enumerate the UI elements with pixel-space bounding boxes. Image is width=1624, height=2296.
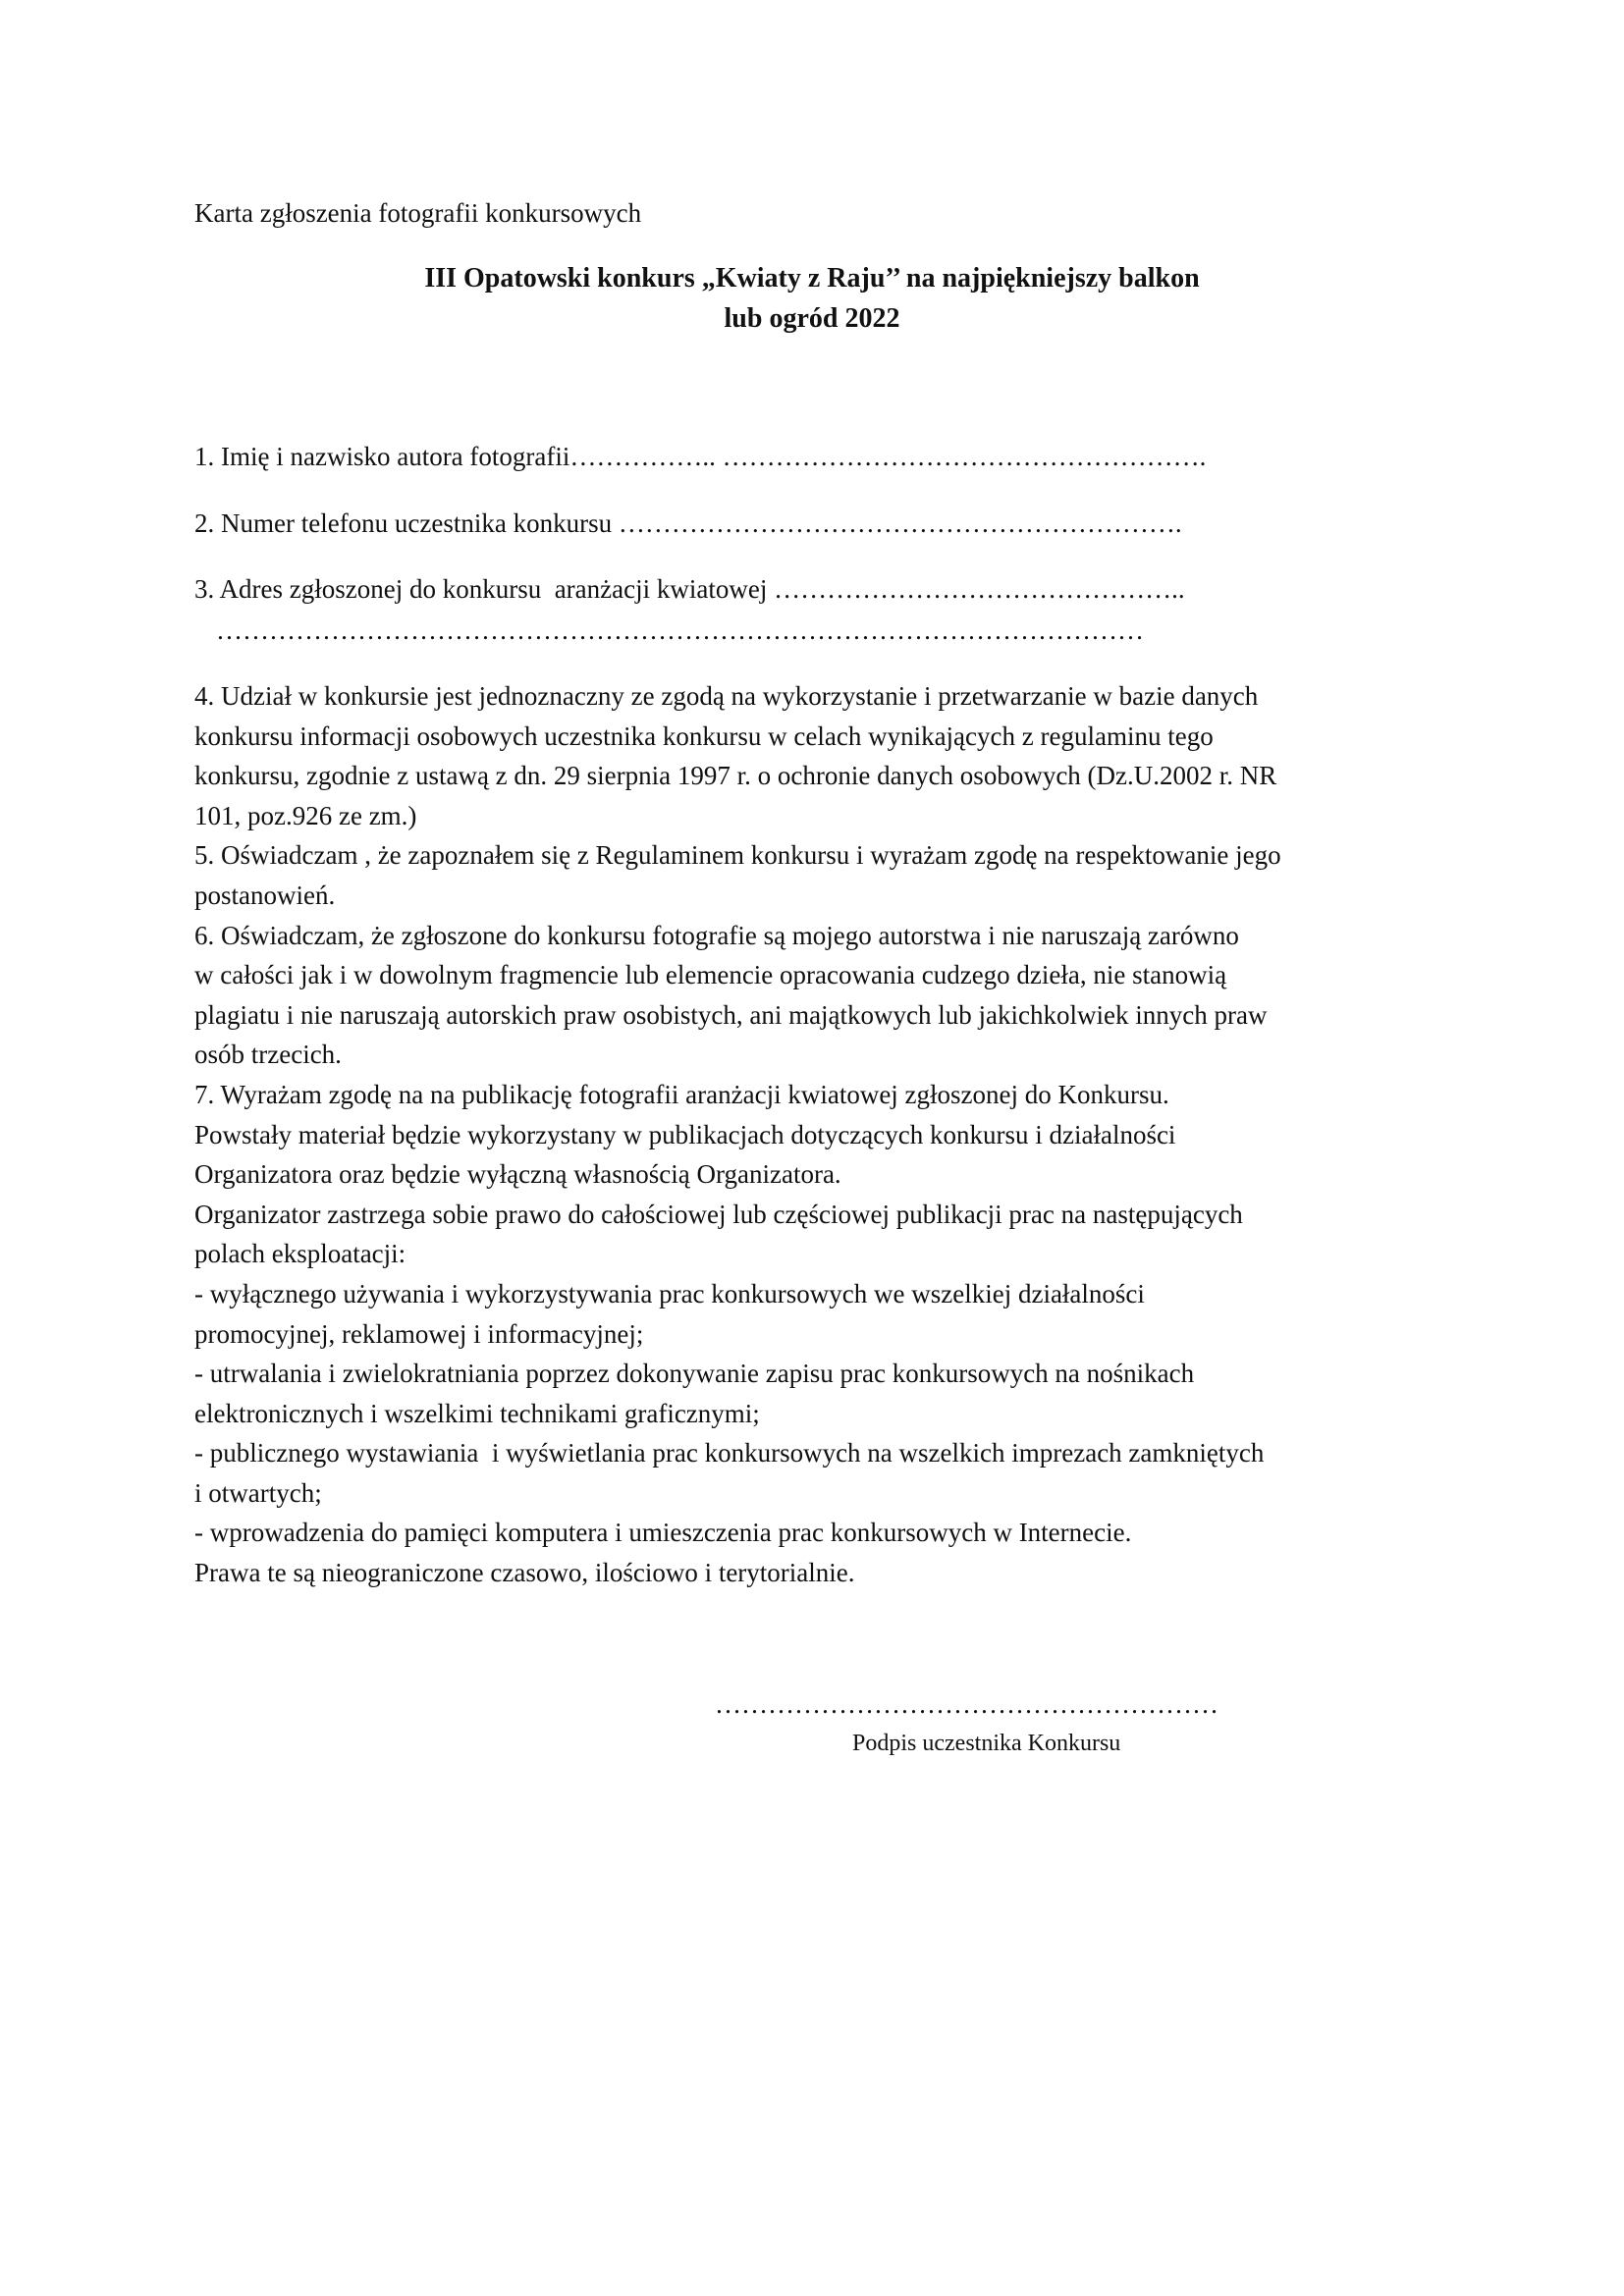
terms-line: polach eksploatacji:	[194, 1239, 406, 1269]
terms-line: osób trzecich.	[194, 1040, 342, 1070]
terms-line: elektronicznych i wszelkimi technikami graficznymi;	[194, 1398, 760, 1428]
field-phone-number[interactable]: 2. Numer telefonu uczestnika konkursu ……………………………………………………….	[194, 508, 1182, 538]
terms-line: konkursu informacji osobowych uczestnika konkursu w celach wynikających z regulaminu tego	[194, 721, 1214, 751]
terms-line: postanowień.	[194, 880, 336, 910]
terms-line: Organizatora oraz będzie wyłączną własnością Organizatora.	[194, 1159, 841, 1190]
terms-line: Organizator zastrzega sobie prawo do całościowej lub częściowej publikacji prac na następujących	[194, 1199, 1243, 1229]
signature-label: Podpis uczestnika Konkursu	[852, 1731, 1121, 1756]
form-title: Karta zgłoszenia fotografii konkursowych	[194, 198, 642, 228]
contest-title-line-1: III Opatowski konkurs „Kwiaty z Raju’’ na najpiękniejszy balkon	[424, 263, 1200, 294]
terms-line: 5. Oświadczam , że zapoznałem się z Regulaminem konkursu i wyrażam zgodę na respektowanie jego	[194, 840, 1281, 871]
terms-line: - wprowadzenia do pamięci komputera i umieszczenia prac konkursowych w Internecie.	[194, 1518, 1132, 1548]
terms-line: - utrwalania i zwielokratniania poprzez dokonywanie zapisu prac konkursowych na nośnikach	[194, 1359, 1195, 1389]
terms-line: konkursu, zgodnie z ustawą z dn. 29 sierpnia 1997 r. o ochronie danych osobowych (Dz.U.2002 r. NR	[194, 761, 1277, 791]
terms-line: Powstały materiał będzie wykorzystany w publikacjach dotyczących konkursu i działalności	[194, 1119, 1176, 1149]
terms-line: 4. Udział w konkursie jest jednoznaczny ze zgodą na wykorzystanie i przetwarzanie w bazie danych	[194, 681, 1259, 711]
terms-line: plagiatu i nie naruszają autorskich praw osobistych, ani majątkowych lub jakichkolwiek innych praw	[194, 999, 1268, 1030]
terms-line: - wyłącznego używania i wykorzystywania prac konkursowych we wszelkiej działalności	[194, 1278, 1145, 1308]
signature-line[interactable]: …………………………………………………	[715, 1689, 1218, 1719]
field-address-continuation[interactable]: ……………………………………………………………………………………………	[216, 615, 1144, 645]
terms-line: promocyjnej, reklamowej i informacyjnej;	[194, 1318, 644, 1349]
field-address[interactable]: 3. Adres zgłoszonej do konkursu aranżacji kwiatowej ………………………………………..	[194, 574, 1185, 604]
terms-line: - publicznego wystawiania i wyświetlania prac konkursowych na wszelkich imprezach zamkniętych	[194, 1438, 1265, 1468]
signature-block	[715, 1684, 1294, 1763]
terms-line: 101, poz.926 ze zm.)	[194, 800, 417, 830]
contest-title-line-2: lub ogród 2022	[724, 303, 900, 334]
field-author-name[interactable]: 1. Imię i nazwisko autora fotografii…………….. ……………………………………………….	[194, 442, 1207, 471]
terms-line: 6. Oświadczam, że zgłoszone do konkursu fotografie są mojego autorstwa i nie naruszają zarówno	[194, 920, 1239, 950]
terms-line: Prawa te są nieograniczone czasowo, ilościowo i terytorialnie.	[194, 1558, 855, 1588]
terms-line: 7. Wyrażam zgodę na na publikację fotografii aranżacji kwiatowej zgłoszonej do Konkursu.	[194, 1079, 1169, 1109]
terms-text	[194, 676, 1471, 1593]
terms-line: w całości jak i w dowolnym fragmencie lub elemencie opracowania cudzego dzieła, nie stanowią	[194, 960, 1227, 990]
terms-line: i otwartych;	[194, 1477, 322, 1508]
